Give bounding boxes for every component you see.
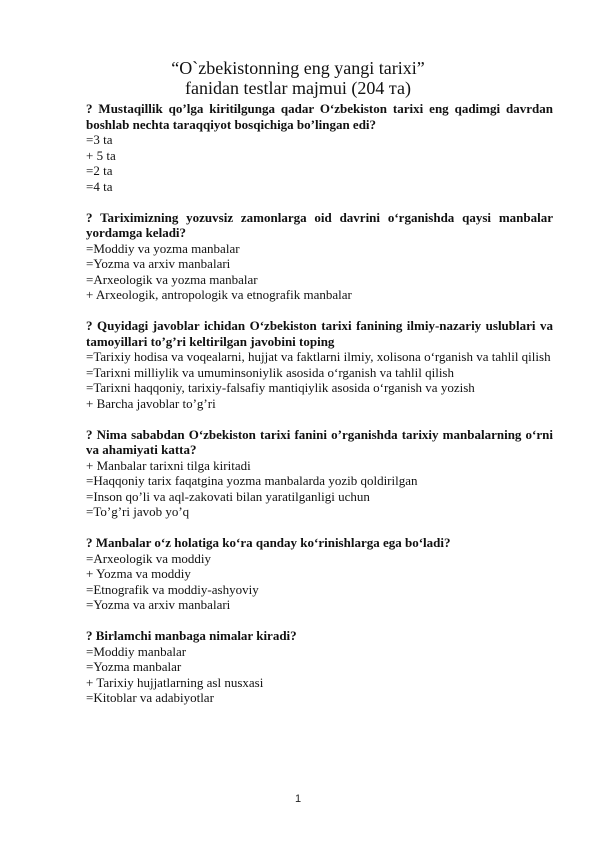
- question-text: ? Quyidagi javoblar ichidan O‘zbekiston tarixi fanining ilmiy-nazariy uslublari va tamoyillari to’g’ri keltirilgan javobini toping: [86, 318, 553, 349]
- answer-option: =Inson qo’li va aql-zakovati bilan yaratilganligi uchun: [86, 488, 370, 504]
- spacer: [86, 520, 553, 536]
- question-text: ? Tariximizning yozuvsiz zamonlarga oid davrini o‘rganishda qaysi manbalar yordamga keladi?: [86, 209, 553, 240]
- question-block: [86, 210, 553, 303]
- answer-option: =Yozma va arxiv manbalari: [86, 256, 231, 271]
- answer-option: =2 ta: [86, 163, 113, 178]
- answer-option: + Yozma va moddiy: [86, 566, 191, 581]
- answer-option: =To’g’ri javob yo’q: [86, 504, 190, 519]
- question-text: ? Birlamchi manbaga nimalar kiradi?: [86, 628, 297, 643]
- answer-option: =Etnografik va moddiy-ashyoviy: [86, 581, 259, 597]
- page-number: 1: [294, 793, 302, 805]
- question-block: [86, 101, 553, 194]
- question-block: [86, 628, 553, 706]
- document-title-line2: fanidan testlar majmui (204 та): [184, 78, 411, 98]
- question-block: [86, 427, 553, 520]
- answer-option: =Arxeologik va yozma manbalar: [86, 271, 258, 287]
- question-block: [86, 318, 553, 411]
- answer-option: + Tarixiy hujjatlarning asl nusxasi: [86, 674, 264, 690]
- spacer: [86, 411, 553, 427]
- answer-option: + Barcha javoblar to’g’ri: [86, 395, 216, 411]
- answer-option: =Tarixiy hodisa va voqealarni, hujjat va faktlarni ilmiy, xolisona o‘rganish va tahlil qilish: [86, 349, 551, 364]
- answer-option: =Moddiy va yozma manbalar: [86, 240, 240, 256]
- question-block: [86, 535, 553, 613]
- document-title-line1: “O`zbekistonning eng yangi tarixi”: [171, 58, 425, 78]
- answer-option: =4 ta: [86, 178, 113, 194]
- answer-option: =Kitoblar va adabiyotlar: [86, 690, 214, 705]
- answer-option: + Manbalar tarixni tilga kiritadi: [86, 457, 251, 473]
- answer-option: =Haqqoniy tarix faqatgina yozma manbalarda yozib qoldirilgan: [86, 473, 418, 488]
- answer-option: =Tarixni haqqoniy, tarixiy-falsafiy mantiqiylik asosida o‘rganish va yozish: [86, 380, 475, 395]
- question-text: ? Nima sababdan O‘zbekiston tarixi fanini o’rganishda tarixiy manbalarning o‘rni va ahamiyati katta?: [86, 426, 553, 457]
- question-list: [86, 101, 553, 706]
- answer-option: + 5 ta: [86, 147, 116, 163]
- spacer: [86, 613, 553, 629]
- answer-option: + Arxeologik, antropologik va etnografik manbalar: [86, 287, 352, 302]
- spacer: [86, 303, 553, 319]
- question-text: ? Mustaqillik qo’lga kiritilgunga qadar O‘zbekiston tarixi eng qadimgi davrdan boshlab nechta taraqqiyot bosqichiga bo’lingan edi?: [86, 101, 553, 132]
- answer-option: =Arxeologik va moddiy: [86, 550, 212, 566]
- answer-option: =3 ta: [86, 132, 113, 147]
- spacer: [86, 194, 553, 210]
- question-text: ? Manbalar o‘z holatiga ko‘ra qanday ko‘rinishlarga ega bo‘ladi?: [86, 535, 451, 550]
- answer-option: =Moddiy manbalar: [86, 643, 187, 659]
- answer-option: =Yozma manbalar: [86, 659, 182, 674]
- answer-option: =Tarixni milliylik va umuminsoniylik asosida o‘rganish va tahlil qilish: [86, 364, 454, 380]
- answer-option: =Yozma va arxiv manbalari: [86, 597, 231, 612]
